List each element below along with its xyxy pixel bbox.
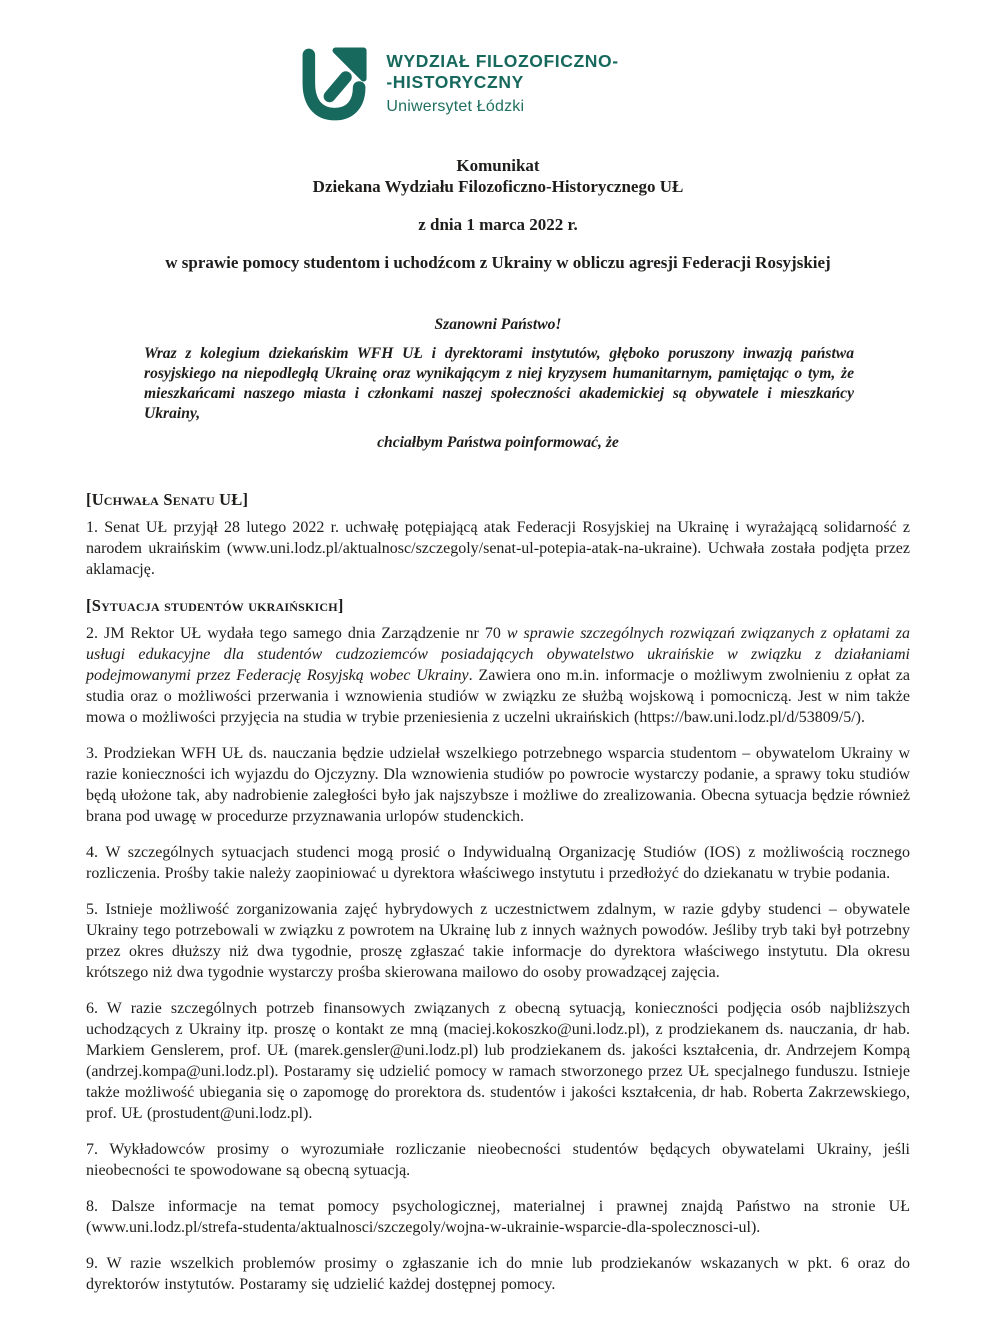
section-heading-senate-resolution: [Uchwała Senatu UŁ] xyxy=(86,490,249,509)
doc-title: Komunikat xyxy=(456,156,540,175)
paragraph-9: 9. W razie wszelkich problemów prosimy o zgłaszanie ich do mnie lub prodziekanów wskazanych w pkt. 6 oraz do dyrektorów instytutów. Postaramy się udzielić każdej dostępnej pomocy. xyxy=(86,1255,910,1293)
doc-subtitle: Dziekana Wydziału Filozoficzno-Historycznego UŁ xyxy=(312,177,684,196)
university-logo-text xyxy=(386,44,618,116)
intro-paragraph: Wraz z kolegium dziekańskim WFH UŁ i dyrektorami instytutów, głęboko poruszony inwazją państwa rosyjskiego na niepodległą Ukrainę oraz wynikającym z niej kryzysem humanitarnym, pamiętając o tym, że mieszkańcami naszego miasta i członkami naszej społeczności akademickiej są obywatele i mieszkańcy Ukrainy, xyxy=(144,345,854,422)
lead-out-line: chciałbym Państwa poinformować, że xyxy=(377,434,619,451)
paragraph-2-prefix: 2. JM Rektor UŁ wydała tego samego dnia Zarządzenie nr 70 xyxy=(86,625,507,642)
university-logo-icon xyxy=(297,44,371,128)
greeting-line: Szanowni Państwo! xyxy=(434,316,562,333)
doc-subject: w sprawie pomocy studentom i uchodźcom z Ukrainy w obliczu agresji Federacji Rosyjskiej xyxy=(165,253,831,272)
paragraph-2-suffix: . Zawiera ono m.in. informacje o możliwym zwolnieniu z opłat za studia oraz o możliwości przerwania i wznowienia studiów w związku ze służbą wojskową i pomocniczą. Jest w nim także mowa o możliwości przyjęcia na studia w trybie przeniesienia z uczelni ukraińskich (https://baw.uni.lodz.pl/d/53809/5/). xyxy=(86,667,911,726)
paragraph-1: 1. Senat UŁ przyjął 28 lutego 2022 r. uchwałę potępiającą atak Federacji Rosyjskiej na Ukrainę i wyrażającą solidarność z narodem ukraińskim (www.uni.lodz.pl/aktualnosc/szczegoly/senat-ul-potepia-atak-na-ukraine). Uchwała została podjęta przez aklamację. xyxy=(86,519,910,578)
section-heading-ukrainian-students: [Sytuacja studentów ukraińskich] xyxy=(86,596,344,615)
paragraph-2-ordinance-title: w sprawie szczególnych rozwiązań związanych z opłatami za usługi edukacyjne dla studentów cudzoziemców posiadających obywatelstwo ukraińskie w związku z działaniami podejmowanymi przez Federację Rosyjską wobec Ukrainy xyxy=(86,625,910,684)
logo-faculty-line2: -HISTORYCZNY xyxy=(386,72,524,92)
paragraph-4: 4. W szczególnych sytuacjach studenci mogą prosić o Indywidualną Organizację Studiów (IOS) z możliwością rocznego rozliczenia. Prośby takie należy zaopiniować u dyrektora właściwego instytutu i przedłożyć do dziekanatu w trybie podania. xyxy=(86,844,910,882)
paragraph-3: 3. Prodziekan WFH UŁ ds. nauczania będzie udzielał wszelkiego potrzebnego wsparcia studentom – obywatelom Ukrainy w razie konieczności ich wyjazdu do Ojczyzny. Dla wznowienia studiów po powrocie wystarczy podanie, a sprawy toku studiów będą ułożone tak, aby nadrobienie zaległości było jak najszybsze i możliwe do zrealizowania. Obecna sytuacja będzie również brana pod uwagę w procedurze przyznawania urlopów studenckich. xyxy=(86,745,910,825)
salutation-block xyxy=(86,315,910,453)
university-logo xyxy=(297,44,618,128)
paragraph-6: 6. W razie szczególnych potrzeb finansowych związanych z obecną sytuacją, konieczności podjęcia osób najbliższych uchodzących z Ukrainy itp. proszę o kontakt ze mną (maciej.kokoszko@uni.lodz.pl), z prodziekanem ds. nauczania, dr hab. Markiem Genslerem, prof. UŁ (marek.gensler@uni.lodz.pl) lub prodziekanem ds. jakości kształcenia, dr. Andrzejem Kompą (andrzej.kompa@uni.lodz.pl). Postaramy się udzielić pomocy w ramach stworzonego przez UŁ specjalnego funduszu. Istnieje także możliwość ubiegania się o zapomogę do prorektora ds. studentów i jakości kształcenia, dr hab. Roberta Zakrzewskiego, prof. UŁ (prostudent@uni.lodz.pl). xyxy=(86,1000,910,1122)
paragraph-8: 8. Dalsze informacje na temat pomocy psychologicznej, materialnej i prawnej znajdą Państwo na stronie UŁ (www.uni.lodz.pl/strefa-studenta/aktualnosci/szczegoly/wojna-w-ukrainie-wsparcie-dla-spolecznosci-ul). xyxy=(86,1198,910,1236)
doc-date: z dnia 1 marca 2022 r. xyxy=(418,215,578,234)
document-body xyxy=(86,489,910,1295)
document-title-block xyxy=(86,155,910,273)
paragraph-2 xyxy=(86,623,910,728)
paragraph-5: 5. Istnieje możliwość zorganizowania zajęć hybrydowych z uczestnictwem zdalnym, w razie gdyby studenci – obywatele Ukrainy tego potrzebowali w związku z powrotem na Ukrainę lub z innych ważnych powodów. Jeśliby tryb taki był potrzebny przez okres dłuższy niż dwa tygodnie, proszę zgłaszać takie informacje do dyrektora właściwego instytutu. Dla okresu krótszego niż dwa tygodnie wystarczy prośba skierowana mailowo do osoby prowadzącej zajęcia. xyxy=(86,901,910,981)
logo-faculty-line1: WYDZIAŁ FILOZOFICZNO- xyxy=(386,51,619,71)
paragraph-7: 7. Wykładowców prosimy o wyrozumiałe rozliczanie nieobecności studentów będących obywatelami Ukrainy, jeśli nieobecności te spowodowane są obecną sytuacją. xyxy=(86,1141,910,1179)
logo-university-name: Uniwersytet Łódzki xyxy=(386,98,525,115)
